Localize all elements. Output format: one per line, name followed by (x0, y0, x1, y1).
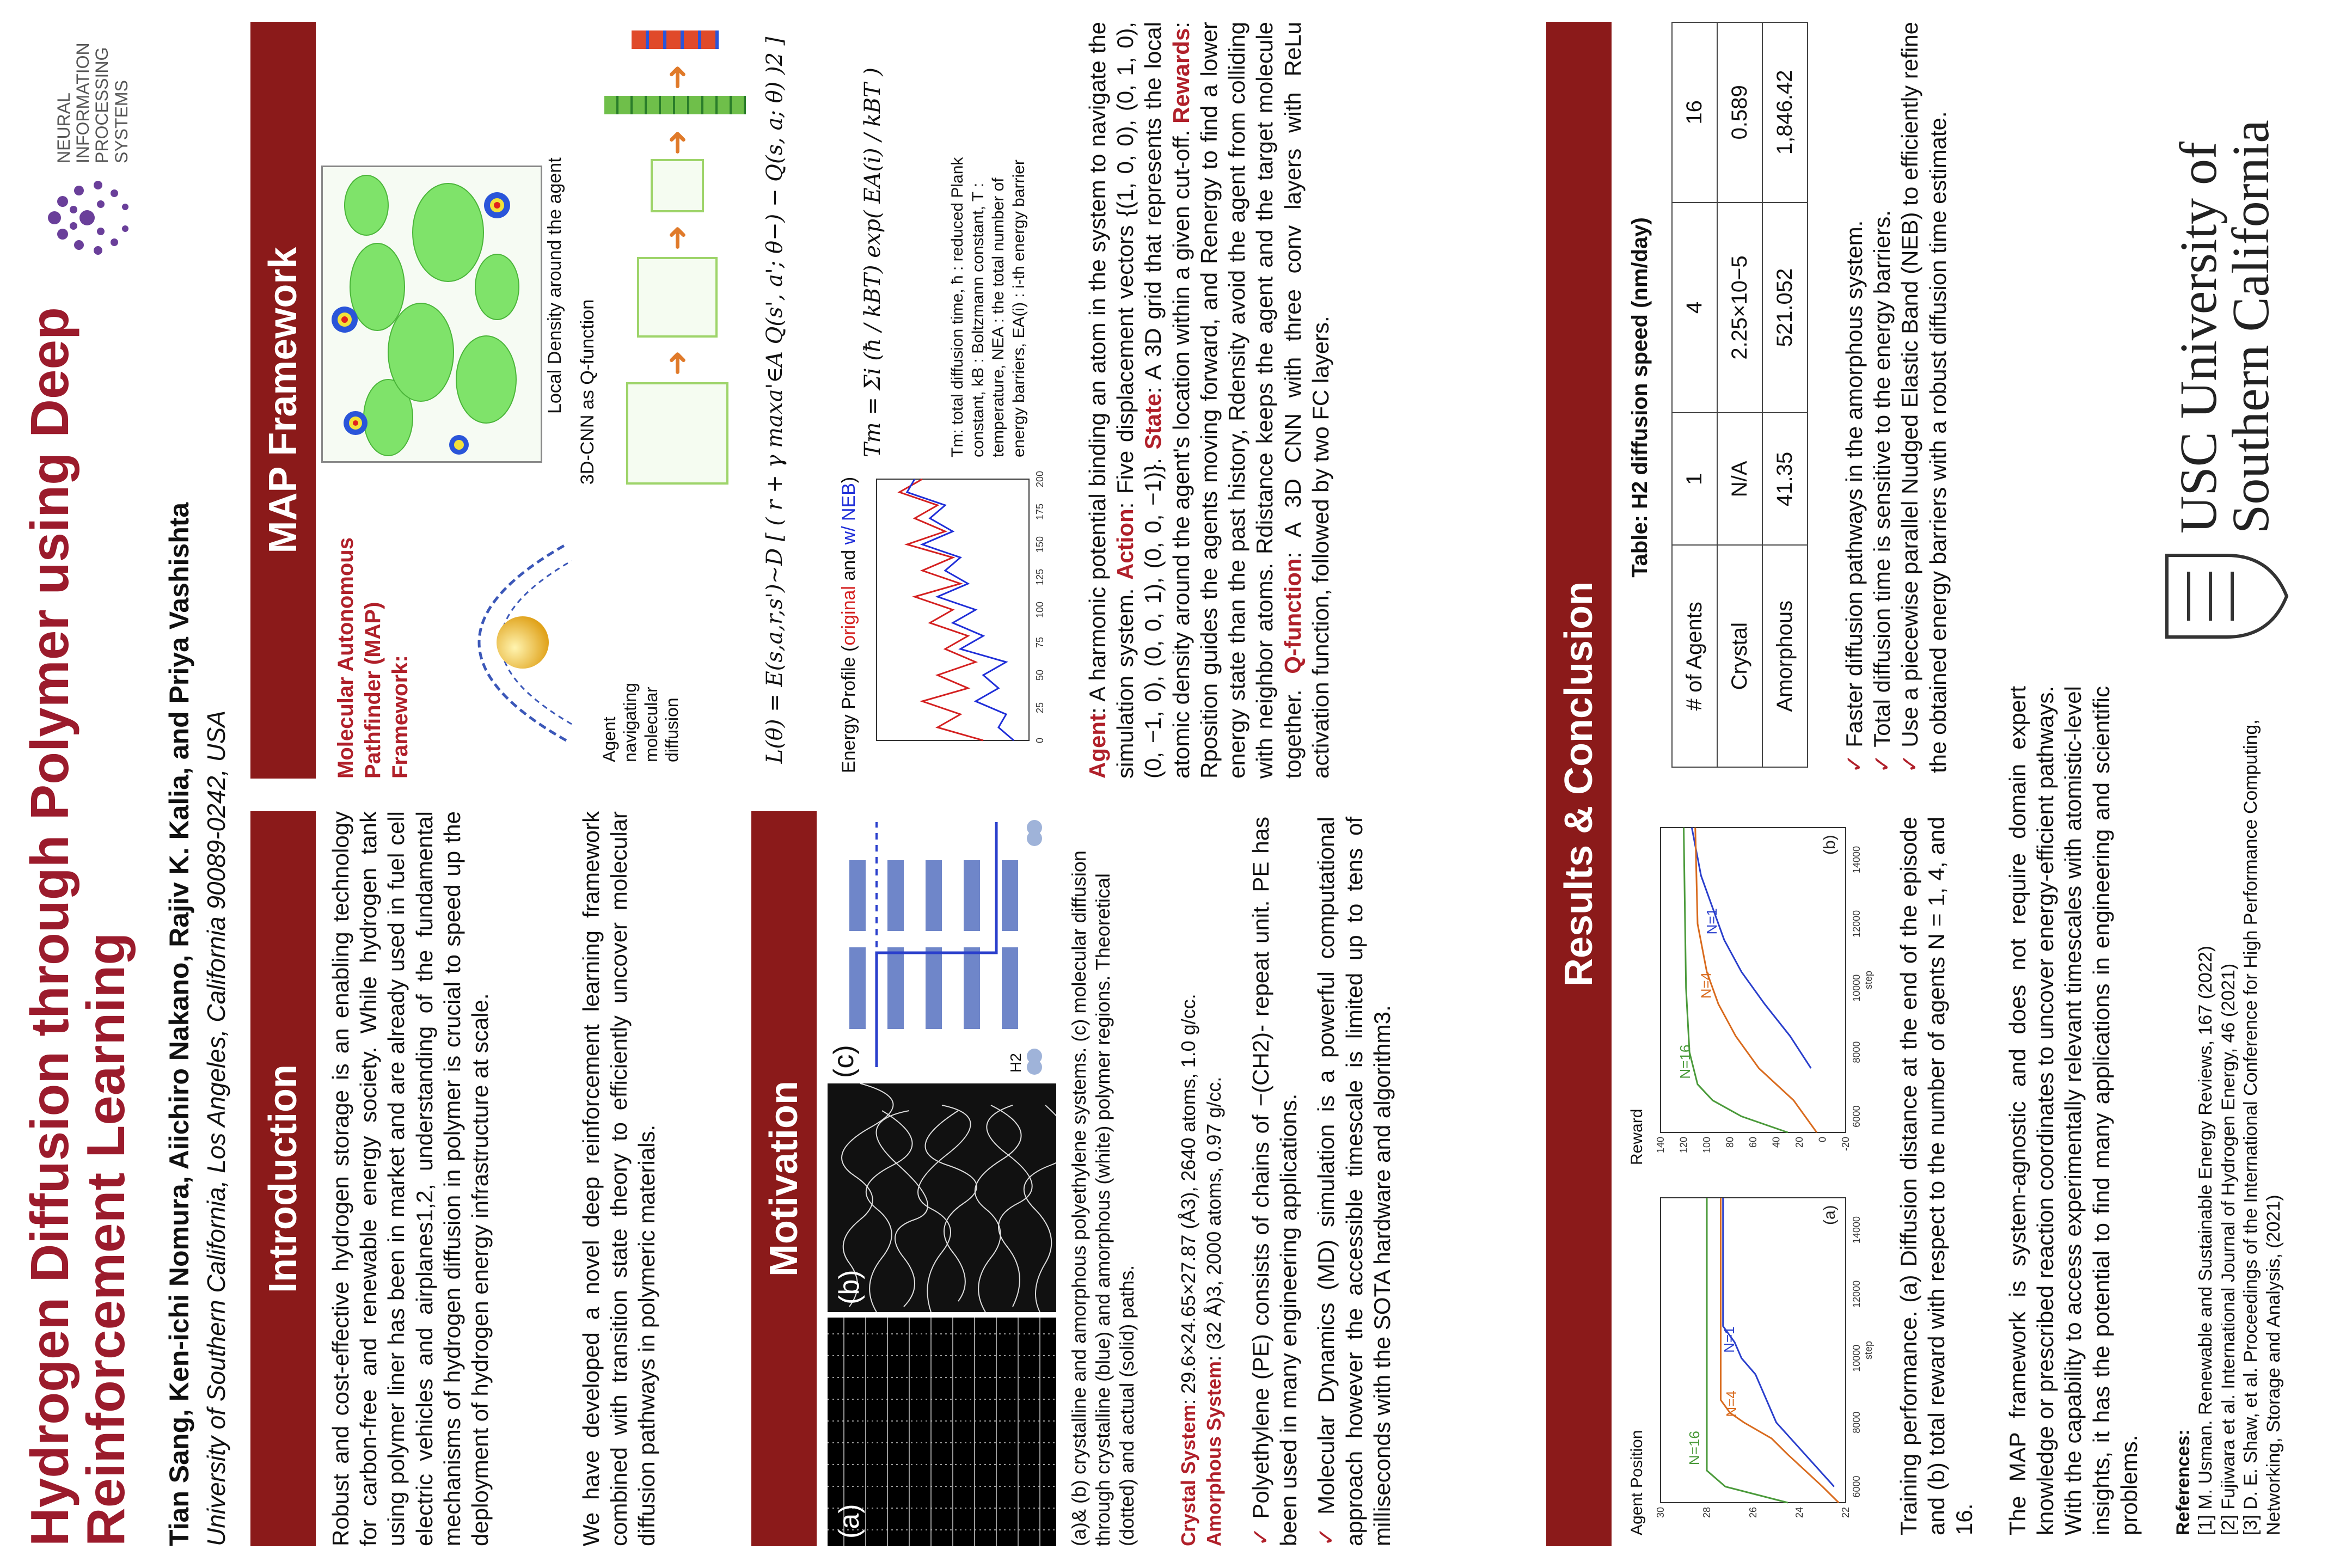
y-tick-label: 120 (1678, 1137, 1689, 1154)
x-tick-label: 200 (1034, 470, 1045, 488)
references-heading: References: (2173, 1429, 2194, 1535)
x-tick-label: 10000 (1851, 974, 1862, 1002)
x-tick-label: 6000 (1851, 1475, 1862, 1498)
fc-layer-1 (604, 96, 746, 114)
crystal-image (828, 1318, 1056, 1546)
series-label: N=1 (1703, 908, 1720, 935)
results-bullet-2: ✓Total diffusion time is sensitive to the energy barriers. (1869, 210, 1895, 773)
y-tick-label: 28 (1701, 1507, 1712, 1518)
motivation-heading: Motivation (751, 811, 817, 1546)
label-c: (c) (828, 1045, 860, 1078)
conclusion-paragraph: The MAP framework is system-agnostic and does not require domain expert knowledge or prescribed reaction coordinates to uncover energy-efficient pathways. With the capability to access experimentally relevant timescales with atomistic-level insights, it has the potential to find many applications in engineering and scientific problems. (2005, 686, 2142, 1535)
y-tick-label: 40 (1771, 1137, 1782, 1148)
panel-label: (a) (1821, 1205, 1839, 1225)
table-cell: 4 (1672, 203, 1717, 413)
x-tick-label: 175 (1034, 503, 1045, 520)
reference-item: [2] Fujiwara et al. International Journal of Hydrogen Energy, 46 (2021) (2218, 963, 2239, 1535)
density-isosurface-graphic (323, 167, 541, 461)
x-tick-label: 25 (1034, 702, 1045, 714)
x-axis-label: step (1863, 970, 1874, 990)
label-a: (a) (834, 1504, 865, 1539)
affiliation: University of Southern California, Los Angeles, California 90089-0242, USA (202, 710, 230, 1546)
results-bullet-1: ✓Faster diffusion pathways in the amorphous system. (1841, 220, 1867, 773)
results-table (1671, 22, 1808, 768)
results-caption: Training performance. (a) Diffusion distance at the end of the episode and (b) total reward with respect to the number of agents N = 1, 4, and 16. (1896, 817, 1977, 1535)
h2-label: H2 (1007, 1053, 1024, 1073)
local-density-image (321, 166, 542, 463)
agent-illustration (414, 523, 682, 762)
intro-paragraph-1: Robust and cost-effective hydrogen storage is an enabling technology for carbon-free and renewable energy society. While hydrogen tank using polymer liner has been in market and are already used in fuel cell electric vehicles and airplanes1,2, understanding of the fundamental mechanisms of hydrogen diffusion in polymer is crucial to speed up the deployment of hydrogen energy infrastructure at scale. (328, 811, 493, 1546)
table-cell: 521.052 (1762, 203, 1808, 413)
amorphous-image (828, 1083, 1056, 1312)
arrow-right-icon: ➜ (659, 64, 694, 90)
poster-title: Hydrogen Diffusion through Polymer using Deep Reinforcement Learning (20, 307, 136, 1546)
series-label: N=16 (1686, 1431, 1702, 1466)
x-tick-label: 8000 (1851, 1041, 1862, 1063)
x-tick-label: 125 (1034, 568, 1045, 586)
results-heading: Results & Conclusion (1546, 22, 1612, 1546)
series-line-N=16 (1707, 1198, 1788, 1503)
usc-logo (2151, 22, 2314, 642)
amorphous-system-text: : (32 Å)3, 2000 atoms, 0.97 g/cc. (1202, 1076, 1225, 1361)
results-bullets (1840, 22, 1952, 773)
arrow-right-icon: ➜ (659, 225, 694, 250)
table-cell: 16 (1672, 22, 1717, 203)
series-label: N=16 (1677, 1044, 1693, 1079)
table-cell: 2.25×10−5 (1717, 203, 1762, 413)
y-tick-label: 20 (1794, 1137, 1805, 1148)
panel-label: (b) (1821, 835, 1839, 855)
x-tick-label: 6000 (1851, 1105, 1862, 1128)
crystal-system-label: Crystal System (1177, 1404, 1199, 1546)
fc-output-layer (632, 30, 719, 49)
amorphous-system-label: Amorphous System (1202, 1361, 1225, 1546)
map-subheading: Molecular Autonomous Pathfinder (MAP) Framework: (334, 537, 412, 779)
energy-profile-title: Energy Profile (original and w/ NEB) (838, 476, 859, 773)
neurips-logo-icon (33, 163, 142, 272)
plot-a-title: Agent Position (1628, 1430, 1646, 1535)
energy-profile-chart (866, 468, 1062, 773)
series-line-N=1 (1692, 828, 1811, 1068)
label-b: (b) (834, 1270, 865, 1304)
table-cell: N/A (1717, 413, 1762, 545)
x-tick-label: 12000 (1851, 1280, 1862, 1308)
check-icon: ✓ (1897, 754, 1923, 773)
y-tick-label: 60 (1748, 1137, 1759, 1148)
table-cell: 1,846.42 (1762, 22, 1808, 203)
cnn-conv-volume-2 (651, 159, 704, 212)
table-cell: # of Agents (1672, 545, 1717, 767)
reference-item: [1] M. Usman. Renewable and Sustainable Energy Reviews, 167 (2022) (2195, 946, 2216, 1535)
series-line-N=1 (1720, 1198, 1834, 1487)
y-tick-label: 26 (1748, 1507, 1759, 1518)
cnn-diagram (577, 22, 740, 485)
results-bullet-3: ✓Use a piecewise parallel Nudged Elastic Band (NEB) to efficiently refine the obtained energy barriers with a robust diffusion time estimate. (1897, 22, 1951, 773)
neurips-logo (33, 22, 163, 272)
series-line-original (899, 479, 983, 740)
crystal-system-text: : 29.6×24.65×27.87 (Å3), 2640 atoms, 1.0 g/cc. (1177, 994, 1199, 1405)
reference-item: [3] D. E. Shaw, et al. Proceedings of the International Conference for High Performance Computing, Networking, Storage and Analysis, (2021) (2240, 719, 2284, 1535)
system-specs (1176, 817, 1227, 1546)
motivation-bullet-2: ✓Molecular Dynamics (MD) simulation is a powerful computational approach however the accessible timescale is limited up to tens of milliseconds with the SOTA hardware and algorithm3. (1313, 817, 1395, 1546)
series-label: N=4 (1698, 972, 1714, 999)
results-table-title: Table: H2 diffusion speed (nm/day) (1628, 217, 1652, 578)
motivation-caption: (a)& (b) crystalline and amorphous polyethylene systems. (c) molecular diffusion through crystalline (blue) and amorphous (white) polymer regions. Theoretical (dotted) and actual (solid) paths. (1068, 850, 1138, 1546)
x-tick-label: 12000 (1851, 910, 1862, 938)
arrow-right-icon: ➜ (659, 130, 694, 155)
diffusion-time-equation: Tm = Σi (ħ / kBT) exp( EA(i) / kBT ) (860, 67, 885, 457)
plot-b-title: Reward (1628, 1108, 1646, 1165)
loss-equation: L(θ) = E(s,a,r,s')~D [ ( r + γ maxa'∈A Q(s', a'; θ−) − Q(s, a; θ) )2 ] (762, 36, 787, 764)
check-icon: ✓ (1869, 754, 1895, 773)
table-cell: Amorphous (1762, 545, 1808, 767)
motivation-bullets (1247, 817, 1396, 1546)
x-tick-label: 100 (1034, 601, 1045, 618)
cnn-conv-volume-1 (637, 257, 718, 338)
agent-position-chart (1650, 1187, 1878, 1535)
x-tick-label: 10000 (1851, 1344, 1862, 1372)
usc-shield-icon (2161, 550, 2292, 642)
x-tick-label: 14000 (1851, 846, 1862, 873)
agent-label: Agent navigating molecular diffusion (599, 683, 682, 762)
diffusion-time-note: Tm: total diffusion time, ħ : reduced Plank constant, kB : Boltzmann constant, T : temperature, NEA : the total number of energy barriers, EA(i) : i-th energy barrier (948, 157, 1028, 457)
y-tick-label: 140 (1655, 1137, 1666, 1154)
x-tick-label: 50 (1034, 669, 1045, 681)
intro-paragraph-2: We have developed a novel deep reinforcement learning framework combined with transition state theory to efficiently uncover molecular diffusion pathways in polymeric materials. (578, 811, 660, 1546)
table-cell: 1 (1672, 413, 1717, 545)
y-tick-label: -20 (1840, 1137, 1851, 1152)
table-cell: 0.589 (1717, 22, 1762, 203)
table-header-row (1672, 22, 1717, 767)
density-label: Local Density around the agent (544, 157, 565, 414)
table-cell: 41.35 (1762, 413, 1808, 545)
y-tick-label: 100 (1701, 1137, 1712, 1154)
intro-heading: Introduction (250, 811, 316, 1546)
plot-frame (1661, 828, 1846, 1132)
y-tick-label: 80 (1724, 1137, 1736, 1148)
authors: Tian Sang, Ken-ichi Nomura, Aiichiro Nakano, Rajiv K. Kalia, and Priya Vashishta (164, 502, 194, 1546)
x-tick-label: 0 (1034, 737, 1045, 744)
x-tick-label: 14000 (1851, 1216, 1862, 1244)
check-icon: ✓ (1313, 1521, 1339, 1546)
references (2172, 686, 2285, 1535)
motivation-bullet-1: ✓Polyethylene (PE) consists of chains of −(CH2)- repeat unit. PE has been used in many engineering applications. (1248, 817, 1302, 1546)
x-tick-label: 8000 (1851, 1411, 1862, 1434)
x-axis-label: step (1863, 1340, 1874, 1360)
agent-sphere-graphic (414, 523, 610, 762)
cnn-label: 3D-CNN as Q-function (577, 299, 598, 485)
arrow-right-icon: ➜ (659, 350, 694, 376)
table-cell: Crystal (1717, 545, 1762, 767)
table-row (1717, 22, 1762, 767)
check-icon: ✓ (1248, 1525, 1273, 1546)
diffusion-channel-diagram (828, 817, 1056, 1078)
map-description: Agent: A harmonic potential binding an atom in the system to navigate the simulation system. Action: Five displacement vectors {(1, 0, 0), (0, 1, 0), (0, −1, 0), (0, 0, 1), (0, 0, −1)}. State: A 3D grid that represents the local atomic density around the agent's location within a given cut-off. Rewards: Rposition guides the agents moving forward, and Renergy to find a lower energy state than the past history, Rdensity avoid the agent from colliding with neighbor atoms. Rdistance keeps the agent and the target molecule together. Q-function: A 3D CNN with three conv layers with ReLu activation function, followed by two FC layers. (1085, 21, 1333, 779)
series-label: N=1 (1720, 1326, 1737, 1353)
table-row (1762, 22, 1808, 767)
channel-graphic (828, 817, 1056, 1078)
series-label: N=4 (1723, 1391, 1739, 1417)
cnn-input-volume (626, 382, 728, 485)
y-tick-label: 22 (1840, 1507, 1851, 1518)
x-tick-label: 150 (1034, 536, 1045, 553)
neurips-logo-text: NEURAL INFORMATION PROCESSING SYSTEMS (54, 42, 131, 163)
y-tick-label: 24 (1794, 1507, 1805, 1518)
map-heading: MAP Framework (250, 22, 316, 779)
reward-chart (1650, 817, 1878, 1165)
y-tick-label: 0 (1817, 1137, 1828, 1143)
check-icon: ✓ (1841, 754, 1867, 773)
x-tick-label: 75 (1034, 636, 1045, 648)
usc-logo-text: USC University of Southern California (2169, 120, 2280, 534)
y-tick-label: 30 (1655, 1507, 1666, 1518)
